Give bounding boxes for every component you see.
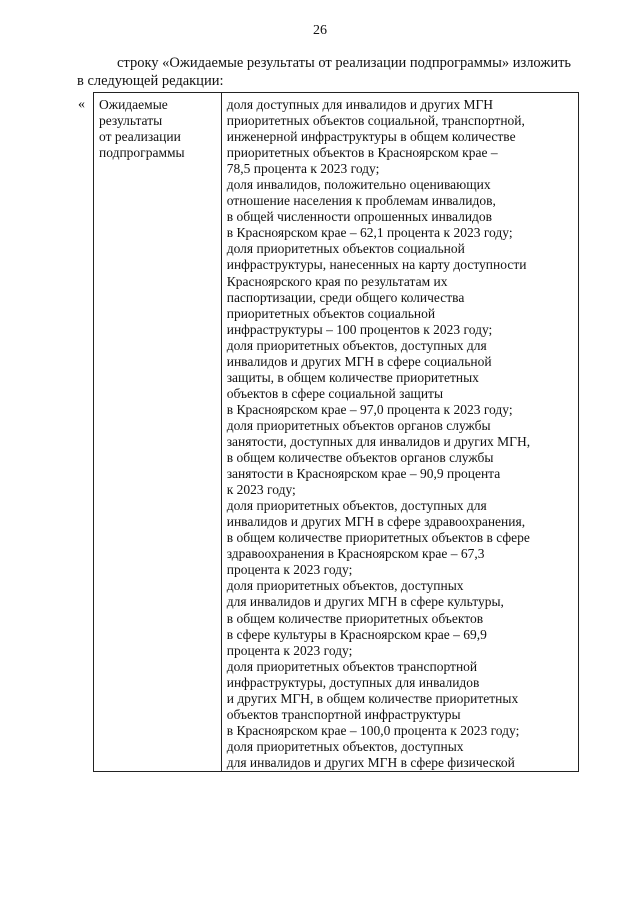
text-line: занятости, доступных для инвалидов и других МГН, — [226, 433, 531, 449]
text-line: доля приоритетных объектов транспортной — [226, 658, 478, 674]
text-line: 78,5 процента к 2023 году; — [226, 161, 380, 177]
text-line: объектов транспортной инфраструктуры — [226, 706, 461, 722]
text-line: и других МГН, в общем количестве приоритетных — [226, 690, 519, 706]
text-line: доля приоритетных объектов органов службы — [226, 417, 491, 433]
text-line: к 2023 году; — [226, 482, 296, 498]
intro-line-1: строку «Ожидаемые результаты от реализации подпрограммы» изложить — [117, 55, 572, 71]
text-line: результаты — [99, 113, 163, 129]
text-line: процента к 2023 году; — [226, 562, 353, 578]
text-line: Красноярского края по результатам их — [226, 273, 448, 289]
text-line: защиты, в общем количестве приоритетных — [226, 369, 479, 385]
text-line: для инвалидов и других МГН в сфере культуры, — [226, 594, 504, 610]
text-line: доля приоритетных объектов, доступных — [226, 738, 464, 754]
text-line: инфраструктуры – 100 процентов к 2023 году; — [226, 321, 493, 337]
text-line: в Красноярском крае – 100,0 процента к 2023 году; — [226, 722, 520, 738]
text-line: доля инвалидов, положительно оценивающих — [226, 177, 491, 193]
text-line: инвалидов и других МГН в сфере социальной — [226, 353, 492, 369]
text-line: подпрограммы — [99, 145, 185, 161]
row-label-cell — [94, 93, 222, 772]
text-line: от реализации — [99, 129, 181, 145]
text-line: объектов в сфере социальной защиты — [226, 385, 444, 401]
text-line: паспортизации, среди общего количества — [226, 289, 465, 305]
text-line: доля приоритетных объектов, доступных для — [226, 498, 487, 514]
text-line: приоритетных объектов социальной — [226, 305, 436, 321]
text-line: процента к 2023 году; — [226, 642, 353, 658]
text-line: инвалидов и других МГН в сфере здравоохранения, — [226, 514, 526, 530]
text-line: Ожидаемые — [99, 97, 168, 112]
text-line: инженерной инфраструктуры в общем количестве — [226, 129, 516, 145]
table-row — [94, 93, 579, 772]
row-content — [227, 97, 575, 771]
text-line: приоритетных объектов в Красноярском крае – — [226, 145, 498, 161]
intro-paragraph — [77, 54, 599, 90]
text-line: доля приоритетных объектов, доступных — [226, 578, 464, 594]
text-line: в сфере культуры в Красноярском крае – 69,9 — [226, 626, 487, 642]
row-label — [99, 97, 218, 161]
text-line: в общей численности опрошенных инвалидов — [226, 209, 493, 225]
amendment-table — [93, 92, 579, 772]
text-line: здравоохранения в Красноярском крае – 67,3 — [226, 546, 485, 562]
text-line: инфраструктуры, нанесенных на карту доступности — [226, 257, 527, 273]
text-line: в Красноярском крае – 62,1 процента к 2023 году; — [226, 225, 513, 241]
text-line: инфраструктуры, доступных для инвалидов — [226, 674, 480, 690]
text-line: доля приоритетных объектов, доступных для — [226, 337, 487, 353]
text-line: приоритетных объектов социальной, транспортной, — [226, 113, 525, 129]
opening-quote-mark: « — [78, 97, 85, 112]
text-line: занятости в Красноярском крае – 90,9 процента — [226, 466, 501, 482]
text-line: в общем количестве приоритетных объектов в сфере — [226, 530, 530, 546]
intro-line-2: в следующей редакции: — [77, 73, 224, 89]
text-line: для инвалидов и других МГН в сфере физической — [226, 754, 515, 770]
text-line: в общем количестве объектов органов службы — [226, 450, 494, 466]
text-line: доля доступных для инвалидов и других МГН — [226, 97, 494, 112]
page-number: 26 — [313, 23, 327, 38]
text-line: отношение населения к проблемам инвалидов, — [226, 193, 496, 209]
text-line: в общем количестве приоритетных объектов — [226, 610, 484, 626]
text-line: в Красноярском крае – 97,0 процента к 2023 году; — [226, 401, 513, 417]
text-line: доля приоритетных объектов социальной — [226, 241, 465, 257]
row-content-cell — [221, 93, 578, 772]
